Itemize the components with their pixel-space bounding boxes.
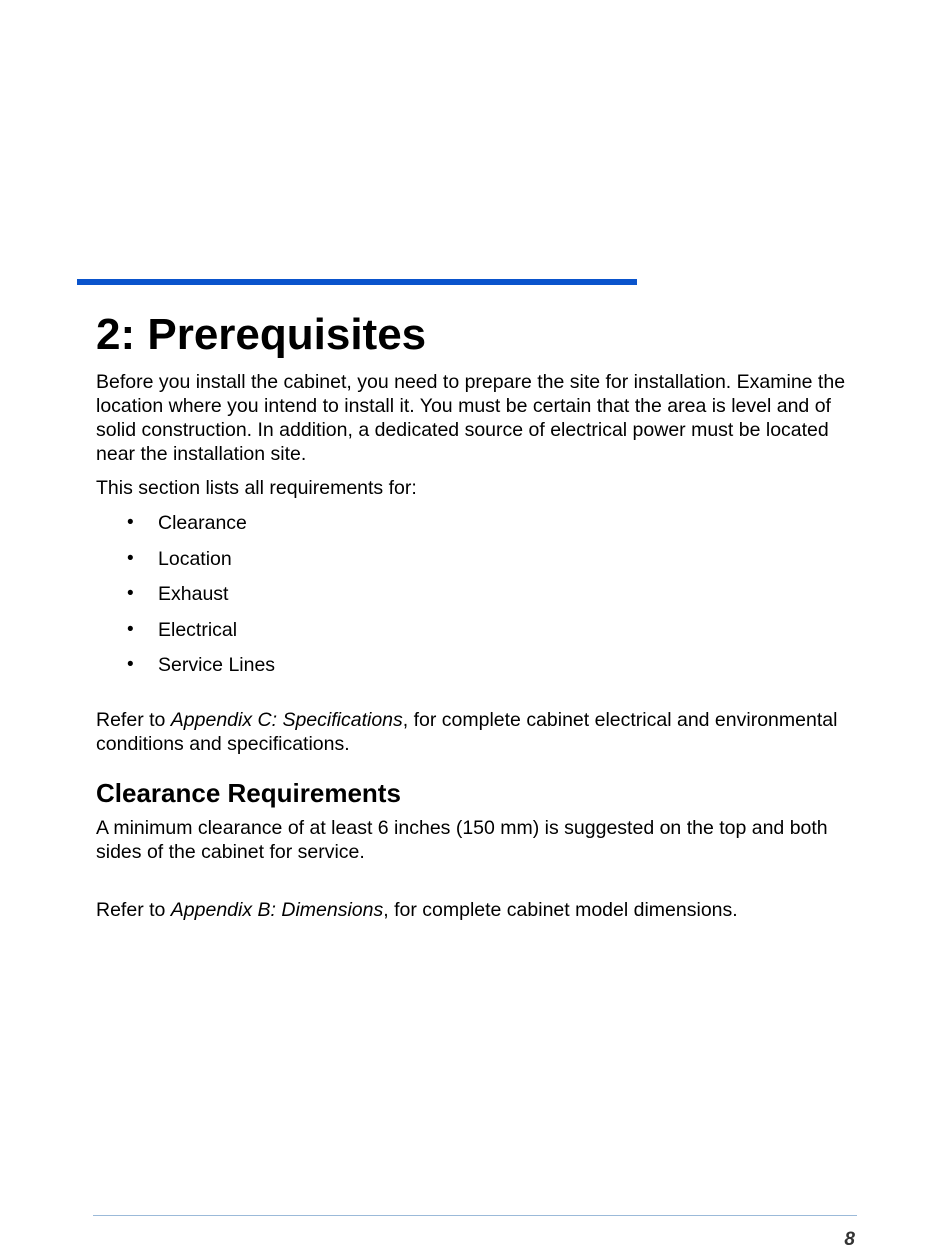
reference-prefix: Refer to bbox=[96, 899, 171, 921]
page-content bbox=[96, 308, 856, 922]
clearance-paragraph: A minimum clearance of at least 6 inches (150 mm) is suggested on the top and both sides of the cabinet for service. bbox=[96, 817, 828, 863]
bullet-icon: • bbox=[127, 583, 134, 604]
intro-paragraph: Before you install the cabinet, you need to prepare the site for installation. Examine the location where you intend to install it. You must be certain that the area is level and of solid construction. In addition, a dedicated source of electrical power must be located near the installation site. bbox=[96, 371, 846, 465]
requirement-label: Clearance bbox=[158, 512, 247, 534]
list-item bbox=[96, 511, 856, 535]
bullet-icon: • bbox=[127, 654, 134, 675]
appendix-c-reference bbox=[96, 708, 856, 756]
list-item bbox=[96, 547, 856, 571]
list-item bbox=[96, 582, 856, 606]
requirement-label: Electrical bbox=[158, 618, 238, 641]
appendix-b-reference bbox=[96, 898, 856, 922]
list-item bbox=[96, 618, 856, 642]
appendix-c-title: Appendix C: Specifications bbox=[170, 709, 403, 731]
requirement-label: Service Lines bbox=[158, 654, 276, 676]
reference-suffix: , for complete cabinet model dimensions. bbox=[383, 899, 738, 921]
bullet-icon: • bbox=[127, 618, 134, 640]
requirement-label: Exhaust bbox=[158, 583, 229, 605]
chapter-accent-rule bbox=[77, 279, 637, 285]
appendix-b-title: Appendix B: Dimensions bbox=[170, 899, 384, 921]
bullet-icon: • bbox=[127, 512, 134, 533]
chapter-title: 2: Prerequisites bbox=[96, 310, 427, 359]
list-item bbox=[96, 653, 856, 677]
requirements-list bbox=[96, 511, 856, 677]
bullet-icon: • bbox=[127, 547, 134, 569]
footer-rule bbox=[93, 1215, 857, 1216]
reference-prefix: Refer to bbox=[96, 709, 171, 731]
reference-suffix: , for complete cabinet electrical and environmental conditions and specifications. bbox=[96, 709, 838, 755]
clearance-heading: Clearance Requirements bbox=[96, 778, 401, 808]
requirement-label: Location bbox=[158, 547, 232, 570]
requirements-intro: This section lists all requirements for: bbox=[96, 477, 417, 499]
page-number: 8 bbox=[844, 1229, 855, 1250]
